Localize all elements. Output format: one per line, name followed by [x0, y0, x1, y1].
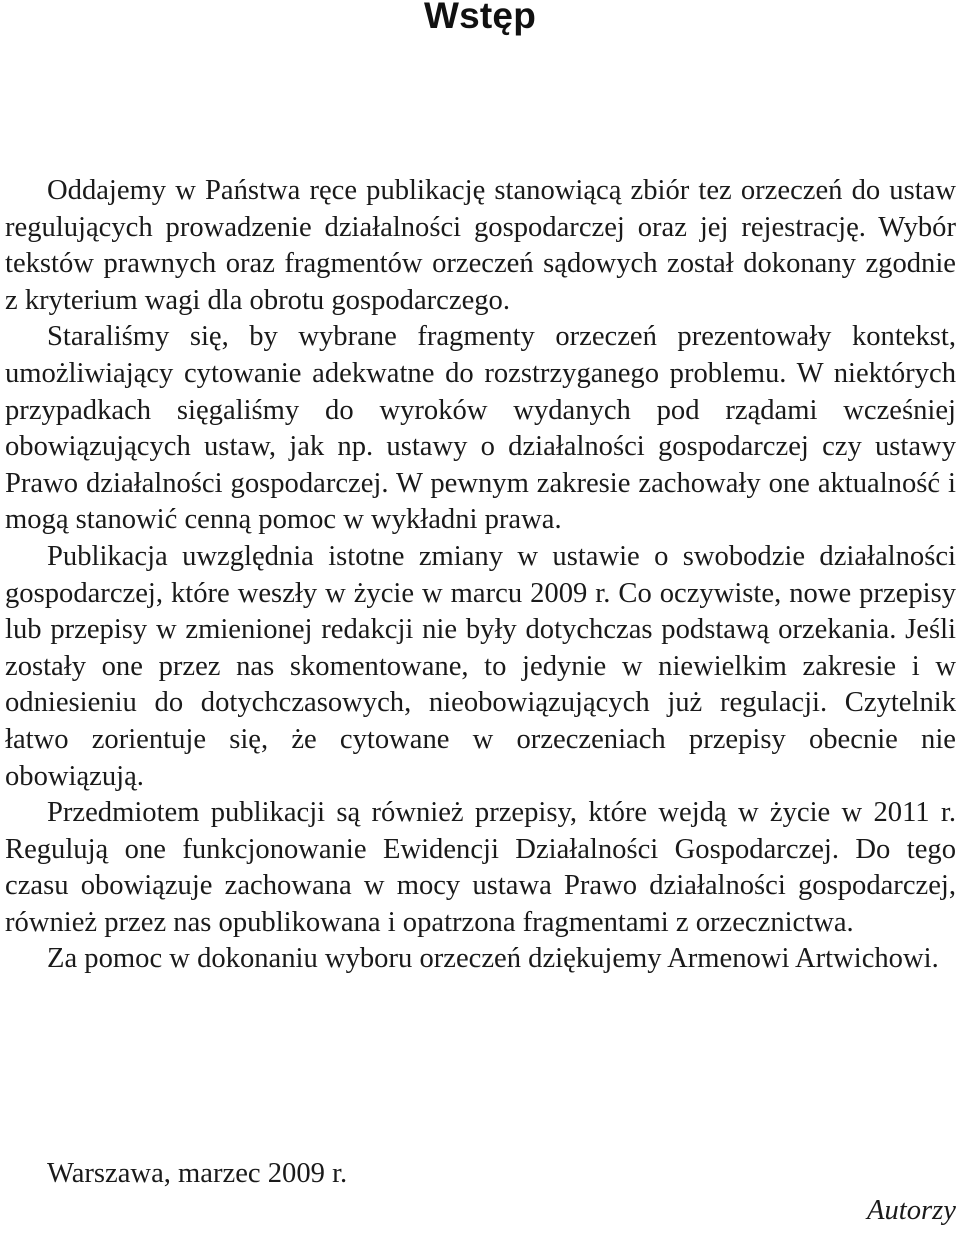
paragraph-4: Przedmiotem publikacji są również przepisy, które wejdą w życie w 2011 r. Regulują one funkcjonowanie Ewidencji Działalności Gospodarczej. Do tego czasu obowiązuje zachowana w mocy ustawa Prawo działalności gospodarczej, również przez nas opublikowana i opatrzona fragmentami z orzecznictwa. [5, 797, 956, 938]
page-title: Wstęp [424, 0, 536, 36]
paragraph-2: Staraliśmy się, by wybrane fragmenty orzeczeń prezentowały kontekst, umożliwiający cytowanie adekwatne do rozstrzyganego problemu. W niektórych przypadkach sięgaliśmy do wyroków wydanych pod rządami wcześniej obowiązujących ustaw, jak np. ustawy o działalności gospodarczej czy ustawy Prawo działalności gospodarczej. W pewnym zakresie zachowały one aktualność i mogą stanowić cenną pomoc w wykładni prawa. [5, 321, 956, 536]
place-and-date: Warszawa, marzec 2009 r. [47, 1158, 348, 1189]
signature: Autorzy [867, 1195, 956, 1226]
paragraph-5: Za pomoc w dokonaniu wyboru orzeczeń dziękujemy Armenowi Artwichowi. [47, 943, 939, 975]
body-text [5, 173, 956, 978]
paragraph-1: Oddajemy w Państwa ręce publikację stanowiącą zbiór tez orzeczeń do ustaw regulujących prowadzenie działalności gospodarczej oraz jej rejestrację. Wybór tekstów prawnych oraz fragmentów orzeczeń sądowych został dokonany zgodnie z kryterium wagi dla obrotu gospodarczego. [5, 175, 956, 316]
paragraph-3: Publikacja uwzględnia istotne zmiany w ustawie o swobodzie działalności gospodarczej, które weszły w życie w marcu 2009 r. Co oczywiste, nowe przepisy lub przepisy w zmienionej redakcji nie były dotychczas podstawą orzekania. Jeśli zostały one przez nas skomentowane, to jedynie w niewielkim zakresie i w odniesieniu do dotychczasowych, nieobowiązujących już regulacji. Czytelnik łatwo zorientuje się, że cytowane w orzeczeniach przepisy obecnie nie obowiązują. [5, 540, 956, 792]
